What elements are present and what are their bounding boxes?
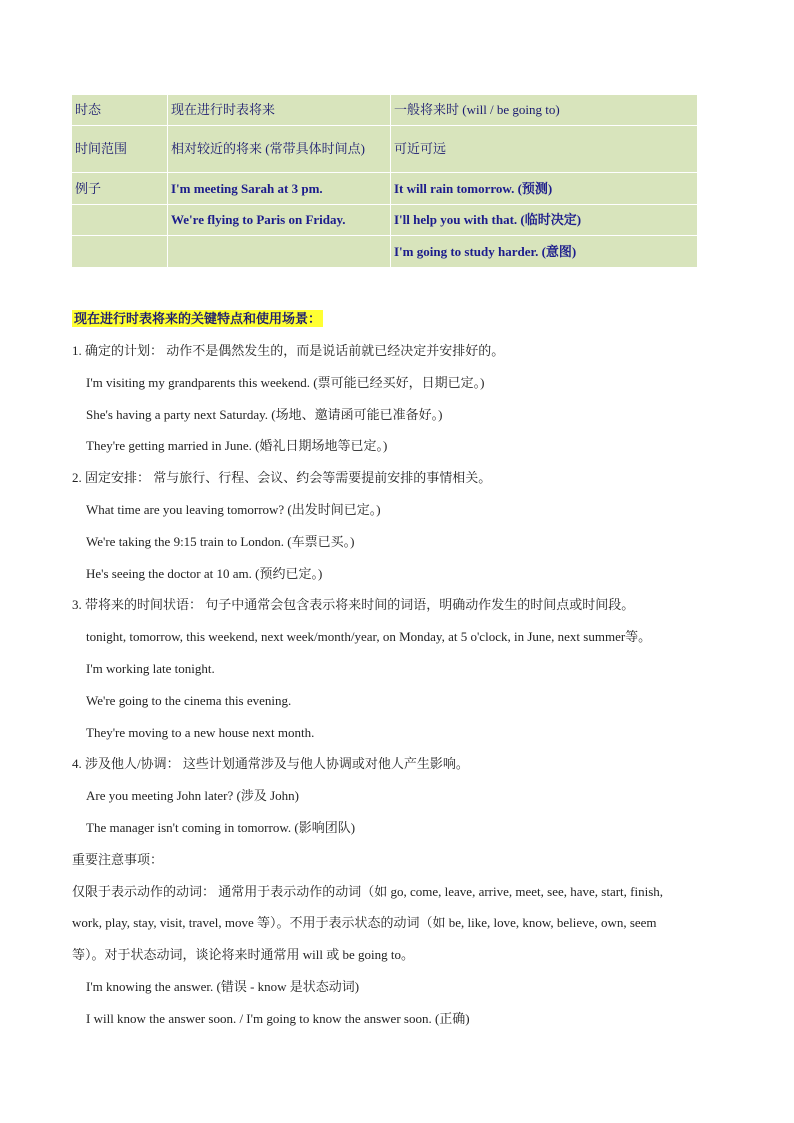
point-title: 3. 带将来的时间状语： 句子中通常会包含表示将来时间的词语，明确动作发生的时间点或时间段。 [72, 597, 635, 612]
notes-paragraph-line: 仅限于表示动作的动词： 通常用于表示动作的动词（如 go, come, leave, arrive, meet, see, have, start, finish, [72, 884, 664, 899]
example-line: Are you meeting John later? (涉及 John) [86, 788, 300, 803]
example-line: I will know the answer soon. / I'm going to know the answer soon. (正确) [86, 1011, 470, 1026]
table-cell: 时间范围 [72, 126, 168, 173]
table-row [72, 95, 698, 126]
table-row [72, 173, 698, 205]
example-line: I'm working late tonight. [86, 661, 215, 676]
table-cell: It will rain tomorrow. (预测) [391, 173, 698, 205]
notes-paragraph-line: 等）。对于状态动词，谈论将来时通常用 will 或 be going to。 [72, 947, 414, 962]
table-cell: I'll help you with that. (临时决定) [391, 205, 698, 236]
example-line: What time are you leaving tomorrow? (出发时间已定。) [86, 502, 381, 517]
example-line: The manager isn't coming in tomorrow. (影响团队) [86, 820, 356, 835]
example-line: We're taking the 9:15 train to London. (车票已买。) [86, 534, 355, 549]
point-title: 2. 固定安排： 常与旅行、行程、会议、约会等需要提前安排的事情相关。 [72, 470, 492, 485]
table-cell [168, 236, 391, 268]
point-title: 1. 确定的计划： 动作不是偶然发生的，而是说话前就已经决定并安排好的。 [72, 343, 505, 358]
section-heading [72, 310, 323, 328]
table-cell: 相对较近的将来 (常带具体时间点) [168, 126, 391, 173]
table-cell: I'm meeting Sarah at 3 pm. [168, 173, 391, 205]
notes-paragraph-line: work, play, stay, visit, travel, move 等）。不用于表示状态的动词（如 be, like, love, know, believe, own, seem [72, 915, 657, 930]
example-line: We're going to the cinema this evening. [86, 693, 292, 708]
example-line: He's seeing the doctor at 10 am. (预约已定。) [86, 566, 323, 581]
example-line: tonight, tomorrow, this weekend, next week/month/year, on Monday, at 5 o'clock, in June, next summer等。 [86, 629, 652, 644]
example-line: She's having a party next Saturday. (场地、邀请函可能已准备好。) [86, 407, 443, 422]
table-cell: 可近可远 [391, 126, 698, 173]
table-cell: 一般将来时 (will / be going to) [391, 95, 698, 126]
table-cell: I'm going to study harder. (意图) [391, 236, 698, 268]
table-row [72, 236, 698, 268]
table-cell [72, 236, 168, 268]
example-line: I'm visiting my grandparents this weekend. (票可能已经买好，日期已定。) [86, 375, 485, 390]
point-title: 4. 涉及他人/协调： 这些计划通常涉及与他人协调或对他人产生影响。 [72, 756, 469, 771]
example-line: They're moving to a new house next month. [86, 725, 315, 740]
tense-comparison-table [71, 94, 698, 268]
table-row [72, 126, 698, 173]
table-cell: 例子 [72, 173, 168, 205]
notes-heading: 重要注意事项： [72, 852, 164, 867]
table-row [72, 205, 698, 236]
table-cell: We're flying to Paris on Friday. [168, 205, 391, 236]
table-cell: 时态 [72, 95, 168, 126]
highlighted-heading: 现在进行时表将来的关键特点和使用场景： [74, 311, 322, 326]
table-cell: 现在进行时表将来 [168, 95, 391, 126]
table-cell [72, 205, 168, 236]
example-line: I'm knowing the answer. (错误 - know 是状态动词) [86, 979, 360, 994]
example-line: They're getting married in June. (婚礼日期场地等已定。) [86, 438, 388, 453]
